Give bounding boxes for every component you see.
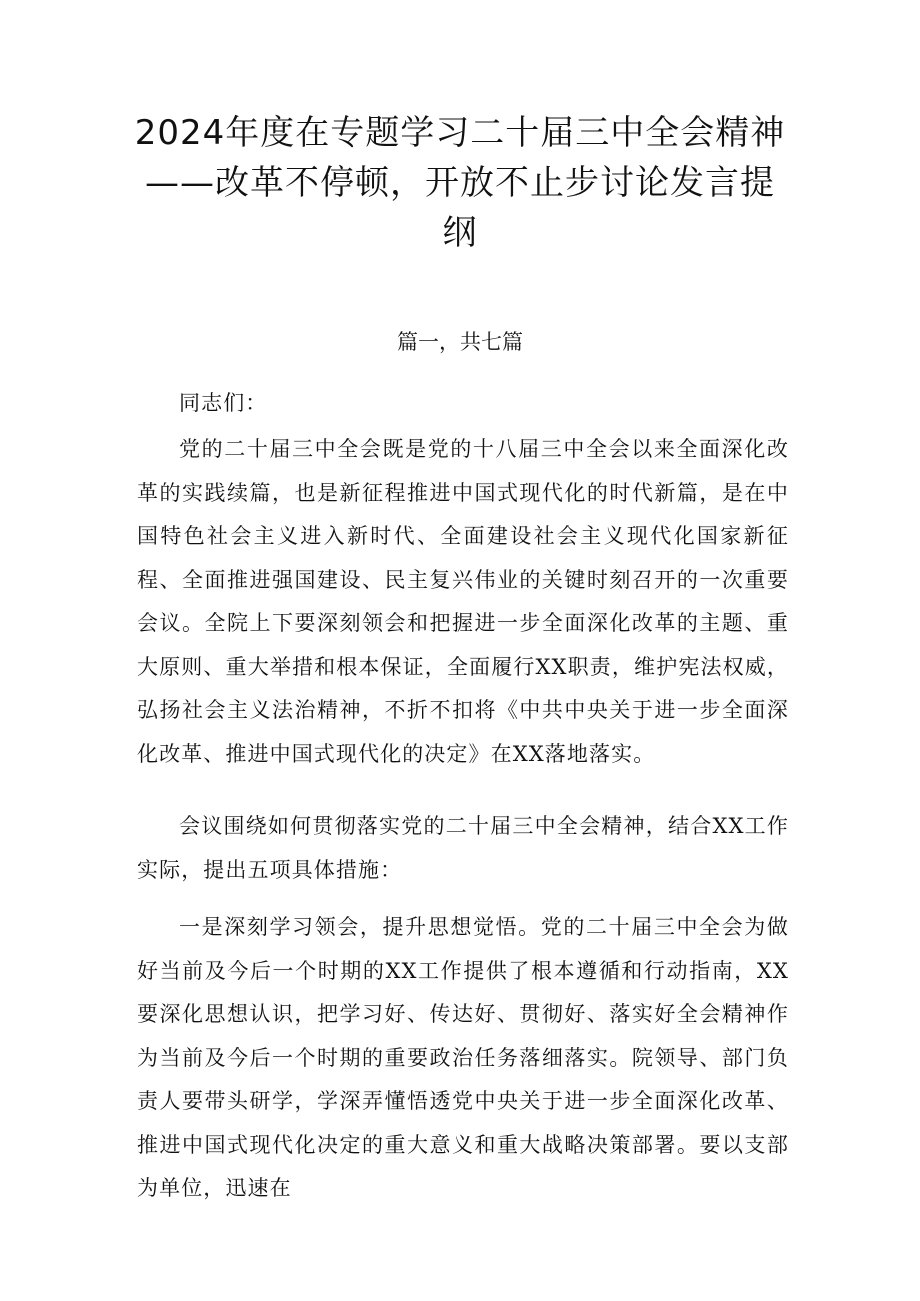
- salutation: 同志们：: [179, 391, 268, 415]
- document-title: [120, 108, 800, 258]
- paragraph: 一是深刻学习领会，提升思想觉悟。党的二十届三中全会为做好当前及今后一个时期的XX工作提供了根本遵循和行动指南，XX要深化思想认识，把学习好、传达好、贯彻好、落实好全会精神作为当前及今后一个时期的重要政治任务落细落实。院领导、部门负责人要带头研学，学深弄懂悟透党中央关于进一步全面深化改革、推进中国式现代化决定的重大意义和重大战略决策部署。要以支部为单位，迅速在: [137, 915, 789, 1200]
- document-subtitle: 篇一，共七篇: [397, 330, 523, 354]
- paragraph: 党的二十届三中全会既是党的十八届三中全会以来全面深化改革的实践续篇，也是新征程推进中国式现代化的时代新篇，是在中国特色社会主义进入新时代、全面建设社会主义现代化国家新征程、全面推进强国建设、民主复兴伟业的关键时刻召开的一次重要会议。全院上下要深刻领会和把握进一步全面深化改革的主题、重大原则、重大举措和根本保证，全面履行XX职责，维护宪法权威，弘扬社会主义法治精神，不折不扣将《中共中央关于进一步全面深化改革、推进中国式现代化的决定》在XX落地落实。: [137, 437, 789, 766]
- title-line: 2024年度在专题学习二十届三中全会精神: [134, 113, 786, 153]
- paragraph: 会议围绕如何贯彻落实党的二十届三中全会精神，结合XX工作实际，提出五项具体措施：: [137, 814, 789, 882]
- title-line: 纲: [442, 213, 478, 253]
- title-line: ——改革不停顿，开放不止步讨论发言提: [145, 163, 775, 203]
